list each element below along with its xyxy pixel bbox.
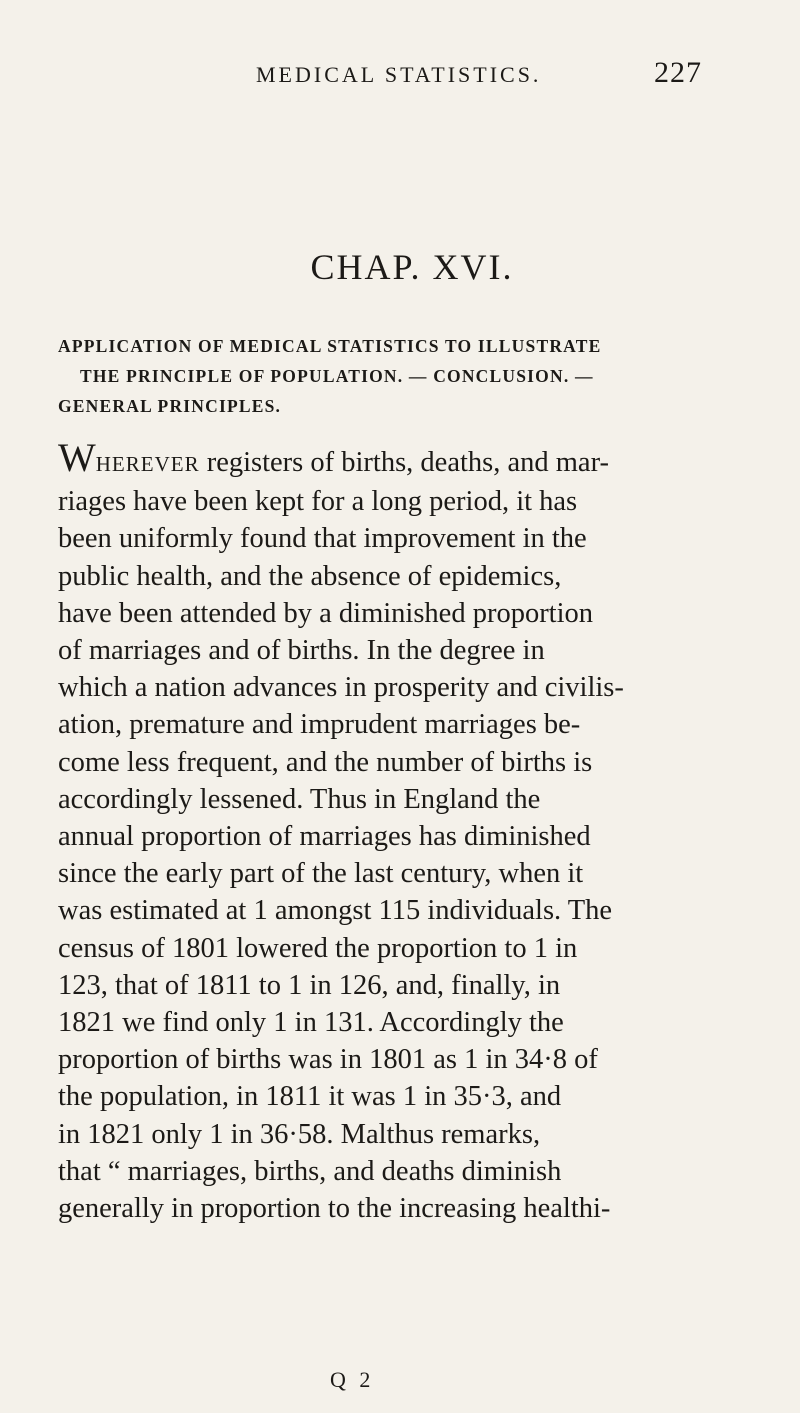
text-line: that “ marriages, births, and deaths diminish	[58, 1155, 562, 1187]
text-line	[58, 435, 748, 483]
summary-line: THE PRINCIPLE OF POPULATION. — CONCLUSION. —	[80, 366, 594, 386]
opening-small-caps: HEREVER	[95, 452, 200, 476]
text-line: since the early part of the last century, when it	[58, 858, 584, 890]
summary-line: APPLICATION OF MEDICAL STATISTICS TO ILLUSTRATE	[58, 336, 602, 356]
text-line: riages have been kept for a long period, it has	[58, 486, 578, 518]
text-line: been uniformly found that improvement in the	[58, 523, 587, 555]
text-line: generally in proportion to the increasing healthi-	[58, 1193, 611, 1225]
text-line: ation, premature and imprudent marriages be-	[58, 709, 581, 741]
text-line: 123, that of 1811 to 1 in 126, and, finally, in	[58, 969, 561, 1001]
text-line: which a nation advances in prosperity and civilis-	[58, 672, 624, 704]
chapter-summary	[58, 331, 748, 421]
body-paragraph	[58, 435, 748, 1227]
page-number: 227	[654, 56, 702, 89]
text-line: was estimated at 1 amongst 115 individuals. The	[58, 895, 613, 927]
text-line: proportion of births was in 1801 as 1 in 34·8 of	[58, 1044, 598, 1076]
text-line: accordingly lessened. Thus in England the	[58, 783, 541, 815]
text-line: of marriages and of births. In the degree in	[58, 635, 545, 667]
opening-line-rest: registers of births, deaths, and mar-	[199, 447, 609, 478]
signature-mark: Q 2	[330, 1367, 375, 1392]
text-line: have been attended by a diminished proportion	[58, 597, 594, 629]
text-line: public health, and the absence of epidemics,	[58, 560, 562, 592]
running-head: MEDICAL STATISTICS.	[256, 62, 542, 87]
summary-line: GENERAL PRINCIPLES.	[58, 396, 282, 416]
text-line: in 1821 only 1 in 36·58. Malthus remarks,	[58, 1118, 541, 1150]
drop-capital: W	[58, 435, 96, 480]
text-line: come less frequent, and the number of births is	[58, 746, 593, 778]
chapter-title: CHAP. XVI.	[310, 247, 514, 287]
text-line: census of 1801 lowered the proportion to 1 in	[58, 932, 578, 964]
text-line: the population, in 1811 it was 1 in 35·3, and	[58, 1081, 562, 1113]
text-line: annual proportion of marriages has diminished	[58, 821, 591, 853]
text-line: 1821 we find only 1 in 131. Accordingly the	[58, 1007, 564, 1039]
